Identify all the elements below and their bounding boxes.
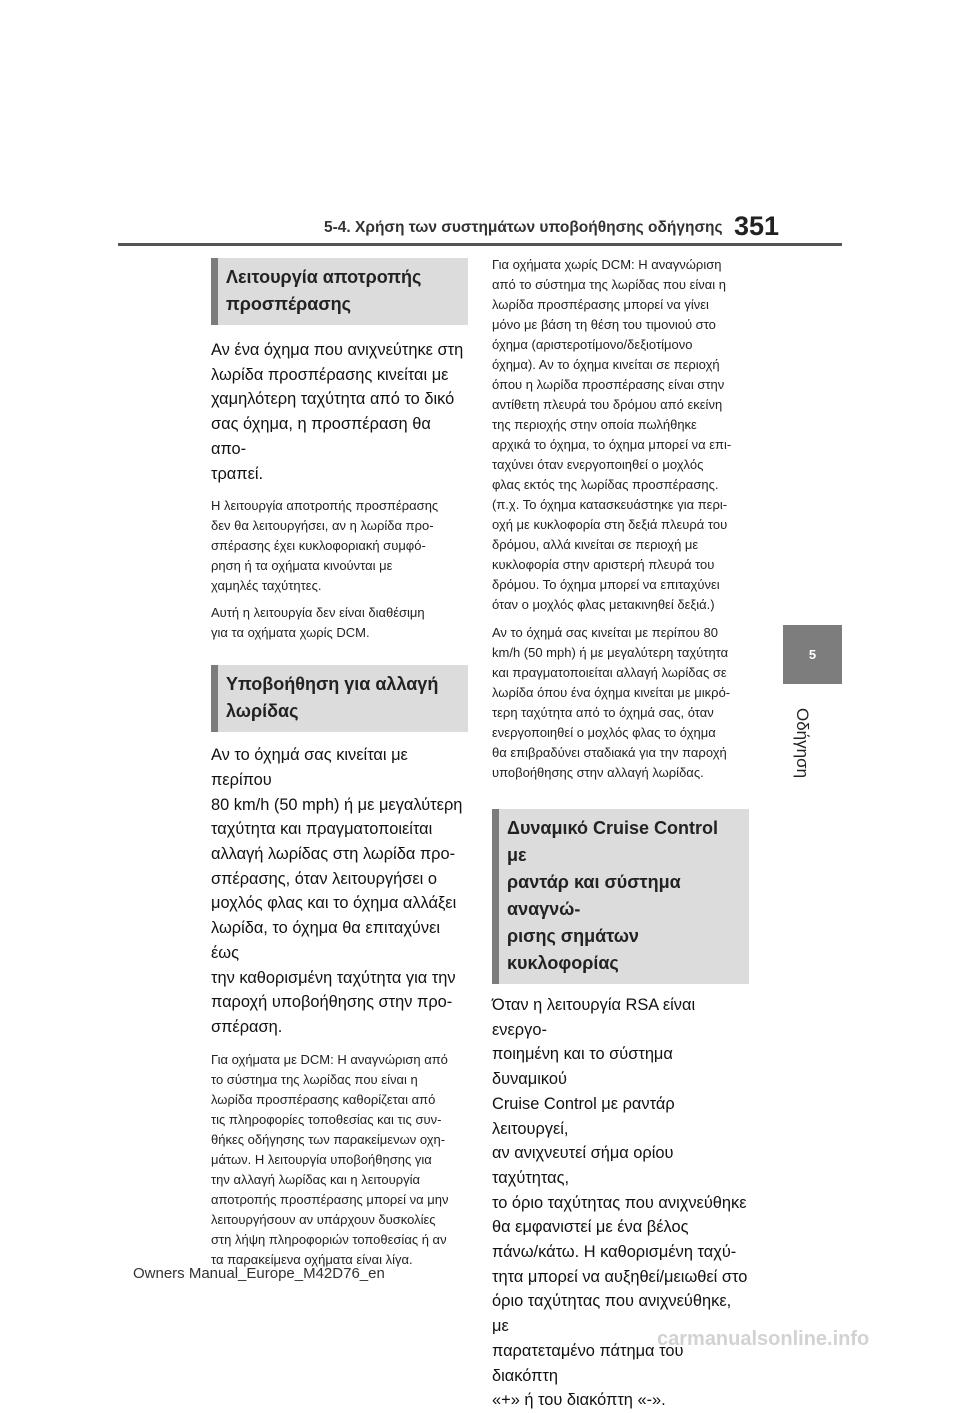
heading-line: Υποβοήθηση για αλλαγή xyxy=(226,674,439,695)
text-line: θα επιβραδύνει σταδιακά για την παροχή xyxy=(492,745,727,760)
text-line: λωρίδα όπου ένα όχημα κινείται με μικρό- xyxy=(492,685,731,700)
section-heading-avoid-overtaking xyxy=(211,258,468,325)
text-line: μόνο με βάση τη θέση του τιμονιού στο xyxy=(492,317,716,332)
left-column xyxy=(211,258,468,1270)
text-line: λωρίδα προσπέρασης μπορεί να γίνει xyxy=(492,297,709,312)
note-paragraph xyxy=(211,496,468,596)
right-column xyxy=(492,255,749,1413)
text-line: κυκλοφορία στην αριστερή πλευρά του xyxy=(492,557,715,572)
text-line: την καθορισμένη ταχύτητα για την xyxy=(211,968,456,987)
text-line: Για οχήματα χωρίς DCM: Η αναγνώριση xyxy=(492,257,722,272)
text-line: ενεργοποιηθεί ο μοχλός φλας το όχημα xyxy=(492,725,716,740)
text-line: Η λειτουργία αποτροπής προσπέρασης xyxy=(211,498,439,514)
text-line: όπου η λωρίδα προσπέρασης είναι στην xyxy=(492,377,725,392)
text-line: παροχή υποβοήθησης στην προ- xyxy=(211,993,453,1012)
text-line: αν ανιχνευτεί σήμα ορίου ταχύτητας, xyxy=(492,1144,674,1187)
heading-line: προσπέρασης xyxy=(226,294,351,314)
text-line: Αυτή η λειτουργία δεν είναι διαθέσιμη xyxy=(211,605,425,621)
heading-line: ραντάρ και σύστημα αναγνώ- xyxy=(507,872,681,919)
page-number: 351 xyxy=(734,211,780,241)
body-paragraph xyxy=(211,743,468,1039)
text-line: όταν ο μοχλός φλας μετακινηθεί δεξιά.) xyxy=(492,597,715,612)
text-line: όχημα (αριστεροτίμονο/δεξιοτίμονο xyxy=(492,337,693,352)
section-title: 5-4. Χρήση των συστημάτων υποβοήθησης οδήγησης xyxy=(324,219,723,236)
chapter-number: 5 xyxy=(808,647,817,662)
text-line: για τα οχήματα χωρίς DCM. xyxy=(211,625,370,641)
text-line: (π.χ. Το όχημα κατασκευάστηκε για περι- xyxy=(492,497,728,512)
text-line: λωρίδα προσπέρασης καθορίζεται από xyxy=(211,1091,436,1107)
heading-line: Δυναμικό Cruise Control με xyxy=(507,818,718,865)
text-line: Αν ένα όχημα που ανιχνεύτηκε στη xyxy=(211,341,464,359)
text-line: της περιοχής στην οποία πωλήθηκε xyxy=(492,417,697,432)
note-paragraph xyxy=(492,255,749,615)
text-line: «+» ή του διακόπτη «-». xyxy=(492,1391,666,1410)
text-line: φλας εκτός της λωρίδας προσπέρασης. xyxy=(492,477,719,492)
chapter-tab xyxy=(783,625,842,684)
text-line: Αν το όχημά σας κινείται με περίπου 80 xyxy=(492,625,718,640)
heading-line: Λειτουργία αποτροπής xyxy=(226,267,422,287)
text-line: από το σύστημα της λωρίδας που είναι η xyxy=(492,277,727,292)
text-line: δρόμου, αλλά κινείται σε περιοχή με xyxy=(492,537,699,552)
text-line: αποτροπής προσπέρασης μπορεί να μην xyxy=(211,1191,449,1207)
text-line: δρόμου. Το όχημα μπορεί να επιταχύνει xyxy=(492,577,720,592)
text-line: αντίθετη πλευρά του δρόμου από εκείνη xyxy=(492,397,723,412)
text-line: όριο ταχύτητας που ανιχνεύθηκε, με xyxy=(492,1292,732,1336)
text-line: λωρίδα, το όχημα θα επιταχύνει έως xyxy=(211,919,441,962)
text-line: το όριο ταχύτητας που ανιχνεύθηκε xyxy=(492,1193,747,1212)
text-line: Cruise Control με ραντάρ λειτουργεί, xyxy=(492,1094,675,1138)
text-line: λωρίδα προσπέρασης κινείται με xyxy=(211,365,449,384)
text-line: όχημα). Αν το όχημα κινείται σε περιοχή xyxy=(492,357,720,372)
heading-line: ρισης σημάτων κυκλοφορίας xyxy=(507,926,639,973)
text-line: δεν θα λειτουργήσει, αν η λωρίδα προ- xyxy=(211,518,434,534)
text-line: Για οχήματα με DCM: Η αναγνώριση από xyxy=(211,1051,448,1067)
text-line: σας όχημα, η προσπέραση θα απο- xyxy=(211,415,431,458)
text-line: Όταν η λειτουργία RSA είναι ενεργο- xyxy=(492,996,696,1039)
note-paragraph xyxy=(492,623,749,783)
text-line: τα παρακείμενα οχήματα είναι λίγα. xyxy=(211,1251,413,1267)
note-paragraph xyxy=(211,603,468,643)
section-heading-dynamic-cruise-control xyxy=(492,809,749,984)
text-line: οχή με κυκλοφορία στη δεξιά πλευρά του xyxy=(492,517,728,532)
text-line: το σύστημα της λωρίδας που είναι η xyxy=(211,1071,418,1087)
chapter-label: Οδήγηση xyxy=(793,708,812,779)
text-line: τερη ταχύτητα από το όχημά σας, όταν xyxy=(492,705,714,720)
text-line: σπέραση. xyxy=(211,1017,283,1036)
text-line: χαμηλές ταχύτητες. xyxy=(211,578,322,594)
watermark: carmanualsonline.info xyxy=(657,1328,870,1350)
text-line: μοχλός φλας και το όχημα αλλάξει xyxy=(211,894,457,913)
text-line: ρηση ή τα οχήματα κινούνται με xyxy=(211,558,393,574)
body-paragraph xyxy=(211,338,468,486)
text-line: 80 km/h (50 mph) ή με μεγαλύτερη xyxy=(211,795,463,814)
text-line: τητα μπορεί να αυξηθεί/μειωθεί στο xyxy=(492,1267,748,1286)
section-heading-lane-change-assist xyxy=(211,665,468,732)
text-line: km/h (50 mph) ή με μεγαλύτερη ταχύτητα xyxy=(492,645,729,660)
text-line: ταχύνει όταν ενεργοποιηθεί ο μοχλός xyxy=(492,457,704,472)
text-line: μάτων. Η λειτουργία υποβοήθησης για xyxy=(211,1151,432,1167)
text-line: ποιημένη και το σύστημα δυναμικού xyxy=(492,1045,673,1089)
text-line: τραπεί. xyxy=(211,464,264,483)
text-line: παρατεταμένο πάτημα του διακόπτη xyxy=(492,1341,684,1385)
text-line: σπέρασης έχει κυκλοφοριακή συμφό- xyxy=(211,538,426,554)
text-line: στη λήψη πληροφοριών τοποθεσίας ή αν xyxy=(211,1231,447,1247)
note-paragraph xyxy=(211,1050,468,1270)
text-line: και πραγματοποιείται αλλαγή λωρίδας σε xyxy=(492,665,727,680)
text-line: πάνω/κάτω. Η καθορισμένη ταχύ- xyxy=(492,1243,737,1262)
text-line: σπέρασης, όταν λειτουργήσει ο xyxy=(211,869,437,888)
text-line: θα εμφανιστεί με ένα βέλος xyxy=(492,1218,689,1237)
text-line: θήκες οδήγησης των παρακείμενων οχη- xyxy=(211,1131,446,1147)
text-line: χαμηλότερη ταχύτητα από το δικό xyxy=(211,390,455,409)
text-line: την αλλαγή λωρίδας και η λειτουργία xyxy=(211,1171,420,1187)
text-line: υποβοήθησης στην αλλαγή λωρίδας. xyxy=(492,765,704,780)
text-line: αρχικά το όχημα, το όχημα μπορεί να επι- xyxy=(492,437,732,452)
text-line: Αν το όχημά σας κινείται με περίπου xyxy=(211,746,408,789)
text-line: αλλαγή λωρίδας στη λωρίδα προ- xyxy=(211,845,456,864)
heading-line: λωρίδας xyxy=(226,701,299,722)
manual-id: Owners Manual_Europe_M42D76_en xyxy=(133,1265,385,1282)
text-line: λειτουργήσουν αν υπάρχουν δυσκολίες xyxy=(211,1211,436,1227)
text-line: τις πληροφορίες τοποθεσίας και τις συν- xyxy=(211,1111,442,1127)
text-line: ταχύτητα και πραγματοποιείται xyxy=(211,820,433,839)
header-divider xyxy=(118,243,842,246)
